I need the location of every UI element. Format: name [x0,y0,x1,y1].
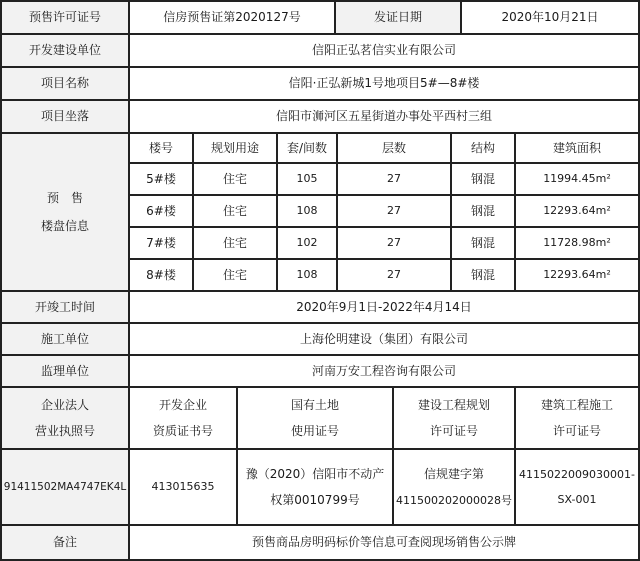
presale-row3-usage: 住宅 [222,235,247,250]
cert-value-construction-permit-line1: 4115022009030001- [519,467,635,481]
cert-value-business-license: 91411502MA4747EK4L [2,450,128,524]
cert-value-construction-permit-line2: SX-001 [557,493,597,506]
presale-row2-building: 6#楼 [146,203,176,218]
presale-header-floors: 层数 [381,140,406,155]
cert-header-planning-permit-line2: 许可证号 [429,424,478,438]
presale-info-label-line1: 预 售 [46,190,83,205]
cert-header-business-license-line2: 营业执照号 [34,424,95,438]
col-divider [192,132,194,292]
presale-row4-usage: 住宅 [222,267,247,282]
cert-header-developer-qualification-line2: 资质证书号 [152,424,213,438]
presale-info-label-line2: 楼盘信息 [40,219,89,233]
row-divider [0,290,640,292]
remarks-label: 备注 [2,526,128,559]
remarks-value: 预售商品房明码标价等信息可查阅现场销售公示牌 [251,535,516,550]
presale-row1-floors: 27 [387,172,401,186]
presale-row1-area: 11994.45m² [543,172,611,186]
col-divider [334,0,336,35]
developer-label: 开发建设单位 [2,35,128,66]
row-divider [128,226,640,228]
construction-period-value: 2020年9月1日-2022年4月14日 [296,299,472,314]
col-divider [514,386,516,526]
supervisor-value: 河南万安工程咨询有限公司 [311,363,456,378]
presale-row3-building: 7#楼 [146,235,176,250]
presale-row2-units: 108 [296,204,318,218]
cert-header-business-license-line1: 企业法人 [40,397,89,412]
row-divider [0,33,640,35]
presale-header-usage: 规划用途 [210,140,259,155]
presale-row2-floors: 27 [387,204,401,218]
cert-header-construction-permit [516,388,638,448]
col-divider [450,132,452,292]
presale-row1-usage: 住宅 [222,171,247,186]
col-divider [392,386,394,526]
cert-header-planning-permit-line1: 建设工程规划 [417,397,490,412]
col-divider [336,132,338,292]
presale-row3-structure: 钢混 [470,235,495,250]
project-name-label: 项目名称 [2,68,128,99]
presale-license-label: 预售许可证号 [2,2,128,33]
row-divider [0,132,640,134]
cert-value-planning-permit [394,450,514,524]
cert-header-construction-permit-line1: 建筑工程施工 [540,397,613,412]
cert-value-land-use-line1: 豫（2020）信阳市不动产 [245,466,385,481]
cert-header-land-use-line2: 使用证号 [290,424,339,438]
presale-row1-structure: 钢混 [470,171,495,186]
presale-row1-building: 5#楼 [146,171,176,186]
row-divider [0,99,640,101]
cert-value-planning-permit-line2: 411500202000028号 [396,493,512,507]
presale-header-area: 建筑面积 [552,140,601,155]
presale-row4-structure: 钢混 [470,267,495,282]
cert-value-planning-permit-line1: 信规建字第 [423,467,484,482]
presale-license-value: 信房预售证第2020127号 [163,10,301,25]
col-divider [128,0,130,561]
presale-row3-floors: 27 [387,236,401,250]
presale-header-structure: 结构 [470,140,495,155]
contractor-label: 施工单位 [2,324,128,354]
col-divider [514,132,516,292]
presale-row3-units: 102 [296,236,318,250]
presale-row4-floors: 27 [387,268,401,282]
cert-value-land-use [238,450,392,524]
presale-row3-area: 11728.98m² [543,236,611,250]
cert-header-planning-permit [394,388,514,448]
presale-header-units: 套/间数 [286,140,328,155]
construction-period-label: 开竣工时间 [2,292,128,322]
issue-date-label: 发证日期 [336,2,460,33]
presale-row2-structure: 钢混 [470,203,495,218]
project-location-value: 信阳市浉河区五星街道办事处平西村三组 [275,109,492,124]
row-divider [0,354,640,356]
row-divider [0,386,640,388]
cert-header-developer-qualification-line1: 开发企业 [158,397,207,412]
presale-header-building: 楼号 [148,140,173,155]
table-border-left [0,0,2,561]
cert-header-construction-permit-line2: 许可证号 [552,424,601,438]
cert-header-land-use [238,388,392,448]
presale-row2-area: 12293.64m² [543,204,611,218]
supervisor-label: 监理单位 [2,356,128,386]
row-divider [0,448,640,450]
developer-value: 信阳正弘茗信实业有限公司 [311,43,456,58]
presale-row1-units: 105 [296,172,318,186]
row-divider [128,194,640,196]
issue-date-value: 2020年10月21日 [501,10,599,25]
cert-header-land-use-line1: 国有土地 [290,397,339,412]
row-divider [128,258,640,260]
presale-row4-building: 8#楼 [146,267,176,282]
project-location-label: 项目坐落 [2,101,128,132]
row-divider [0,524,640,526]
project-name-value: 信阳·正弘新城1号地项目5#—8#楼 [288,76,480,91]
presale-row4-units: 108 [296,268,318,282]
table-border-top [0,0,640,2]
row-divider [128,162,640,164]
contractor-value: 上海伦明建设（集团）有限公司 [299,331,468,346]
cert-value-developer-qualification: 413015635 [151,480,215,494]
col-divider [460,0,462,35]
cert-value-construction-permit [516,450,638,524]
row-divider [0,322,640,324]
presale-info-label [2,134,128,290]
presale-row2-usage: 住宅 [222,203,247,218]
cert-value-land-use-line2: 权第0010799号 [270,493,360,507]
cert-header-business-license [2,388,128,448]
col-divider [276,132,278,292]
row-divider [0,66,640,68]
presale-row4-area: 12293.64m² [543,268,611,282]
col-divider [236,386,238,526]
cert-header-developer-qualification [130,388,236,448]
